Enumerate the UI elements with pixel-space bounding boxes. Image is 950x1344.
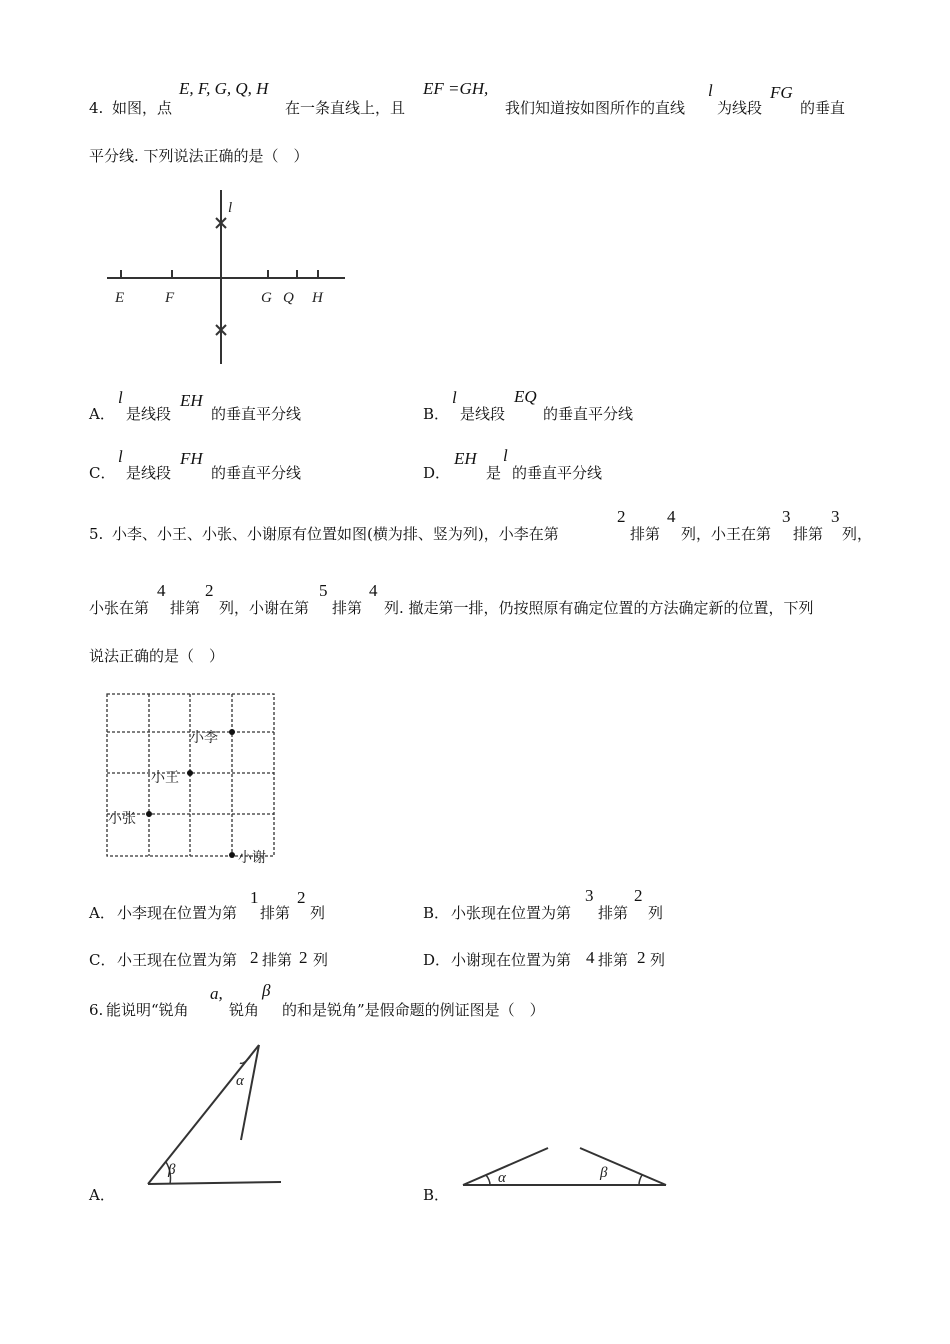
q6-text-2: 锐角 (229, 1001, 260, 1019)
q4-option-d-text2: 的垂直平分线 (512, 464, 603, 482)
q4-points: E, F, G, Q, H (179, 79, 269, 98)
q6-b-alpha: α (498, 1170, 506, 1186)
q5-option-a-text1: 小李现在位置为第 (117, 904, 238, 922)
q5-option-d-key[interactable]: D． (423, 951, 451, 969)
q5-option-d-text3: 列 (650, 951, 666, 969)
q5-option-c-n2: 2 (299, 948, 308, 967)
q4-fig-label-l: l (228, 200, 233, 216)
q5-option-c-text1: 小王现在位置为第 (117, 951, 238, 969)
q5-option-a-text2: 排第 (260, 904, 291, 922)
q5-dot-xie (229, 852, 235, 858)
q5-option-d-text2: 排第 (598, 951, 629, 969)
q5-num-n3: 3 (782, 507, 791, 526)
q5-label-wang: 小王 (151, 770, 179, 786)
q4-option-c-text1: 是线段 (126, 464, 172, 482)
q4-fig-label-f: F (165, 290, 175, 306)
q5-option-d-n2: 2 (637, 948, 646, 967)
q5-num-n1: 2 (617, 507, 626, 526)
q5-text-a2: 排第 (630, 525, 661, 543)
q4-option-a-text1: 是线段 (126, 405, 172, 423)
q5-text-b4: 排第 (332, 599, 363, 617)
q5-option-b-text1: 小张现在位置为第 (451, 904, 572, 922)
q5-option-d-text1: 小谢现在位置为第 (451, 951, 572, 969)
q4-text-1: 如图，点 (112, 99, 173, 117)
q4-option-a-var1: l (118, 388, 123, 407)
q4-text-3: 我们知道按如图所作的直线 (505, 99, 686, 117)
q5-text-b2: 排第 (170, 599, 201, 617)
q4-option-d-key[interactable]: D． (423, 464, 451, 482)
q6-text-1: 能说明“锐角 (106, 1001, 189, 1019)
q6-b-beta: β (600, 1165, 608, 1181)
q4-equation: EF =GH, (423, 79, 489, 98)
q5-option-a-key[interactable]: A． (89, 904, 115, 922)
q5-option-c-text2: 排第 (262, 951, 293, 969)
q4-option-c-var2: FH (180, 449, 203, 468)
q4-text-2: 在一条直线上，且 (285, 99, 406, 117)
q4-option-c-var1: l (118, 447, 123, 466)
q4-option-b-text1: 是线段 (460, 405, 506, 423)
q6-option-a-key[interactable]: A． (89, 1186, 115, 1204)
q5-text-c1: 说法正确的是（ ） (89, 647, 225, 665)
q6-number: 6. (89, 1001, 104, 1019)
q5-num-m1: 4 (157, 581, 166, 600)
q5-option-c-text3: 列 (313, 951, 329, 969)
q4-option-b-var2: EQ (514, 387, 537, 406)
q4-line-l: l (708, 81, 713, 100)
q6-a-alpha: α (236, 1073, 244, 1089)
q4-option-d-text1: 是 (486, 464, 502, 482)
q5-label-zhang: 小张 (108, 811, 136, 827)
q5-option-b-text3: 列 (648, 904, 664, 922)
q5-num-m4: 4 (369, 581, 378, 600)
q4-text-4: 为线段 (717, 99, 763, 117)
q4-option-c-key[interactable]: C． (89, 464, 116, 482)
q5-option-b-key[interactable]: B． (423, 904, 450, 922)
q5-dot-wang (187, 770, 193, 776)
q5-option-c-key[interactable]: C． (89, 951, 116, 969)
q5-num-n4: 3 (831, 507, 840, 526)
q4-option-c-text2: 的垂直平分线 (211, 464, 302, 482)
q5-num-m2: 2 (205, 581, 214, 600)
q5-text-b1: 小张在第 (89, 599, 150, 617)
q5-option-c-n1: 2 (250, 948, 259, 967)
q4-fig-label-q: Q (283, 290, 294, 306)
q5-num-m3: 5 (319, 581, 328, 600)
q5-label-xie: 小谢 (238, 850, 266, 866)
q4-fig-label-g: G (261, 290, 272, 306)
q6-figure-b (463, 1148, 666, 1185)
q5-number: 5. (89, 525, 104, 543)
q4-option-b-key[interactable]: B． (423, 405, 450, 423)
q4-option-d-var2: l (503, 446, 508, 465)
q5-num-n2: 4 (667, 507, 676, 526)
q5-text-a5: 列， (842, 525, 873, 543)
q4-line-2: 平分线. 下列说法正确的是（ ） (89, 147, 309, 165)
q4-option-a-var2: EH (180, 391, 203, 410)
q5-text-a3: 列，小王在第 (681, 525, 772, 543)
q5-dot-zhang (146, 811, 152, 817)
q6-var-beta: β (262, 981, 271, 1000)
q5-text-b3: 列，小谢在第 (219, 599, 310, 617)
q4-option-b-text2: 的垂直平分线 (543, 405, 634, 423)
q5-option-a-text3: 列 (310, 904, 326, 922)
q5-text-a1: 小李、小王、小张、小谢原有位置如图(横为排、竖为列)，小李在第 (112, 525, 559, 543)
q5-option-b-text2: 排第 (598, 904, 629, 922)
q5-option-d-n1: 4 (586, 948, 595, 967)
q4-option-d-var1: EH (454, 449, 477, 468)
q4-text-5: 的垂直 (800, 99, 846, 117)
q6-option-b-key[interactable]: B． (423, 1186, 450, 1204)
q4-figure (107, 190, 345, 364)
q5-text-b5: 列. 撤走第一排，仍按照原有确定位置的方法确定新的位置，下列 (384, 599, 814, 617)
q6-text-3: 的和是锐角”是假命题的例证图是（ ） (282, 1001, 545, 1019)
q4-number: 4. (89, 99, 104, 117)
q4-segment-fg: FG (770, 83, 793, 102)
q5-option-b-n1: 3 (585, 886, 594, 905)
q5-dot-li (229, 729, 235, 735)
q5-option-a-n1: 1 (250, 888, 259, 907)
q6-var-alpha: a, (210, 984, 223, 1003)
q5-option-a-n2: 2 (297, 888, 306, 907)
q4-fig-label-e: E (115, 290, 125, 306)
q5-label-li: 小李 (190, 730, 218, 746)
q4-option-a-text2: 的垂直平分线 (211, 405, 302, 423)
q5-text-a4: 排第 (793, 525, 824, 543)
q6-a-beta: β (168, 1162, 176, 1178)
q4-option-a-key[interactable]: A． (89, 405, 115, 423)
q5-option-b-n2: 2 (634, 886, 643, 905)
q4-option-b-var1: l (452, 388, 457, 407)
q4-fig-label-h: H (312, 290, 323, 306)
